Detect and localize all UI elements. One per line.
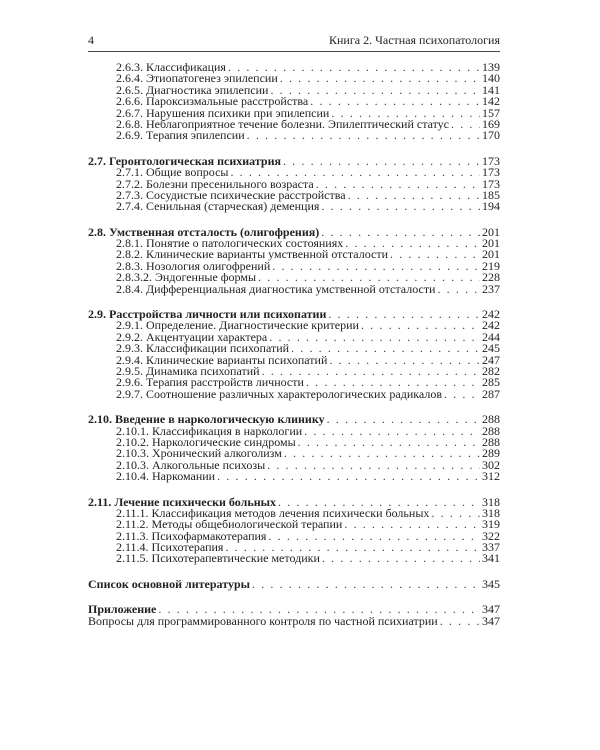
- toc-entry-title: 2.9.4. Клинические варианты психопатий: [116, 352, 328, 367]
- toc-entry-title: 2.10.4. Наркомании: [116, 469, 216, 484]
- toc-entry-row[interactable]: [88, 281, 500, 296]
- toc-group: [88, 494, 500, 566]
- toc-page-number: 201: [482, 247, 500, 262]
- toc-entry-title: 2.8.3. Нозология олигофрений: [116, 258, 271, 273]
- dot-leader: [440, 616, 480, 627]
- toc-page-number: 345: [482, 576, 500, 591]
- toc-entry-row[interactable]: [88, 130, 500, 141]
- toc-page-number: 169: [482, 116, 500, 131]
- toc-page-number: 347: [482, 602, 500, 617]
- dot-leader: [451, 119, 480, 130]
- toc-entry-title: 2.6.7. Нарушения психики при эпилепсии: [116, 105, 330, 120]
- toc-page-number: 142: [482, 94, 500, 109]
- toc-entry-title: 2.7.3. Сосудистые психические расстройства: [116, 187, 346, 202]
- toc-section-row[interactable]: [88, 576, 500, 591]
- toc-entry-title: 2.8.3.2. Эндогенные формы: [116, 270, 257, 285]
- toc-page-number: 242: [482, 307, 500, 322]
- toc-entry-title: 2.8.4. Дифференциальная диагностика умственной отсталости: [116, 281, 436, 296]
- toc-entry-title: 2.8.1. Понятие о патологических состояниях: [116, 236, 344, 251]
- toc-page-number: 288: [482, 423, 500, 438]
- dot-leader: [298, 437, 480, 448]
- toc-entry-row[interactable]: [88, 553, 500, 564]
- toc-entry-title: 2.6.9. Терапия эпилепсии: [116, 128, 245, 143]
- toc-page-number: 245: [482, 341, 500, 356]
- toc-page-number: 201: [482, 236, 500, 251]
- toc-entry-title: 2.10.3. Алкогольные психозы: [116, 457, 266, 472]
- toc-entry-title: 2.8.2. Клинические варианты умственной отсталости: [116, 247, 388, 262]
- toc-entry-title: 2.7.4. Сенильная (старческая) деменция: [116, 199, 320, 214]
- toc-entry-title: 2.11. Лечение психически больных: [88, 494, 276, 509]
- toc-page-number: 318: [482, 494, 500, 509]
- dot-leader: [329, 355, 480, 366]
- toc-page-number: 201: [482, 224, 500, 239]
- toc-entry-title: 2.6.8. Неблагоприятное течение болезни. Эпилептический статус: [116, 116, 450, 131]
- toc-entry-title: 2.9.1. Определение. Диагностические критерии: [116, 318, 359, 333]
- toc-page-number: 289: [482, 446, 500, 461]
- dot-leader: [247, 130, 480, 141]
- toc-entry-title: 2.11.3. Психофармакотерапия: [116, 528, 267, 543]
- toc-entry-title: 2.9.2. Акцентуации характера: [116, 329, 268, 344]
- dot-leader: [444, 389, 480, 400]
- dot-leader: [283, 156, 480, 167]
- toc-entry-title: 2.11.4. Психотерапия: [116, 540, 224, 555]
- toc-page-number: 157: [482, 105, 500, 120]
- toc-page-number: 288: [482, 412, 500, 427]
- dot-leader: [217, 471, 480, 482]
- toc-entry-row[interactable]: [88, 471, 500, 482]
- running-title: Книга 2. Частная психопатология: [329, 33, 500, 47]
- toc-group: [88, 309, 500, 400]
- toc-group: [88, 576, 500, 591]
- toc-page-number: 141: [482, 82, 500, 97]
- dot-leader: [390, 249, 480, 260]
- dot-leader: [321, 201, 480, 212]
- toc-page-number: 318: [482, 505, 500, 520]
- toc-entry-title: 2.11.2. Методы общебиологической терапии: [116, 517, 343, 532]
- toc-entry-title: 2.10.1. Классификация в наркологии: [116, 423, 303, 438]
- toc-entry-title: 2.7.2. Болезни пресенильного возраста: [116, 176, 314, 191]
- toc-entry-title: 2.9. Расстройства личности или психопатии: [88, 307, 327, 322]
- toc-entry-title: 2.11.5. Психотерапевтические методики: [116, 551, 320, 566]
- dot-leader: [322, 553, 480, 564]
- dot-leader: [272, 261, 480, 272]
- toc-page-number: 347: [482, 613, 500, 628]
- toc-page-number: 282: [482, 363, 500, 378]
- toc-page-number: 173: [482, 165, 500, 180]
- toc-page-number: 244: [482, 329, 500, 344]
- toc-page-number: 219: [482, 258, 500, 273]
- toc-group: [88, 224, 500, 296]
- toc-entry-title: 2.6.4. Этиопатогенез эпилепсии: [116, 71, 278, 86]
- toc-entry-title: Вопросы для программированного контроля по частной психиатрии: [88, 613, 438, 628]
- toc-entry-title: 2.10.3. Хронический алкоголизм: [116, 446, 282, 461]
- toc-page-number: 341: [482, 551, 500, 566]
- toc-page-number: 337: [482, 540, 500, 555]
- toc-page-number: 173: [482, 153, 500, 168]
- toc-page-number: 319: [482, 517, 500, 532]
- dot-leader: [344, 519, 480, 530]
- toc-page-number: 247: [482, 352, 500, 367]
- toc-entry-title: 2.11.1. Классификация методов лечения психически больных: [116, 505, 430, 520]
- toc-entry-title: 2.6.5. Диагностика эпилепсии: [116, 82, 269, 97]
- toc-group: [88, 604, 500, 627]
- toc-page-number: 228: [482, 270, 500, 285]
- toc-page-number: 287: [482, 386, 500, 401]
- toc-entry-title: 2.7. Геронтологическая психиатрия: [88, 153, 281, 168]
- dot-leader: [267, 460, 480, 471]
- toc-entry-title: 2.9.3. Классификации психопатий: [116, 341, 290, 356]
- dot-leader: [327, 414, 480, 425]
- toc-entry-title: 2.7.1. Общие вопросы: [116, 165, 229, 180]
- toc-group: [88, 153, 500, 214]
- dot-leader: [361, 320, 480, 331]
- toc-entry-title: 2.10. Введение в наркологическую клинику: [88, 412, 325, 427]
- toc-entry-title: 2.8. Умственная отсталость (олигофрения): [88, 224, 320, 239]
- toc-entry-row[interactable]: [88, 386, 500, 401]
- toc-page-number: 322: [482, 528, 500, 543]
- dot-leader: [321, 227, 480, 238]
- toc-entry-title: 2.9.6. Терапия расстройств личности: [116, 375, 304, 390]
- toc-entry-title: 2.9.7. Соотношение различных характерологических радикалов: [116, 386, 442, 401]
- dot-leader: [431, 508, 480, 519]
- toc-entry-title: 2.9.5. Динамика психопатий: [116, 363, 260, 378]
- toc-entry-row[interactable]: [88, 201, 500, 212]
- dot-leader: [269, 332, 480, 343]
- toc-page-number: 302: [482, 457, 500, 472]
- toc-group: [88, 62, 500, 142]
- toc-entry-row[interactable]: [88, 613, 500, 628]
- toc-page-number: 312: [482, 469, 500, 484]
- table-of-contents: [88, 62, 500, 641]
- toc-group: [88, 414, 500, 482]
- dot-leader: [252, 579, 480, 590]
- toc-page-number: 285: [482, 375, 500, 390]
- toc-entry-title: 2.6.3. Классификация: [116, 60, 226, 74]
- running-header: [88, 33, 500, 52]
- dot-leader: [284, 448, 480, 459]
- dot-leader: [310, 96, 480, 107]
- toc-page-number: 173: [482, 176, 500, 191]
- toc-page-number: 237: [482, 281, 500, 296]
- toc-page-number: 139: [482, 60, 500, 74]
- dot-leader: [304, 426, 480, 437]
- dot-leader: [268, 531, 480, 542]
- page-number: 4: [88, 33, 94, 47]
- dot-leader: [437, 284, 480, 295]
- dot-leader: [348, 190, 480, 201]
- toc-entry-title: Приложение: [88, 602, 157, 617]
- dot-leader: [280, 73, 480, 84]
- toc-page-number: 185: [482, 187, 500, 202]
- toc-page-number: 140: [482, 71, 500, 86]
- toc-page-number: 288: [482, 434, 500, 449]
- toc-page-number: 170: [482, 128, 500, 143]
- toc-entry-title: Список основной литературы: [88, 576, 250, 591]
- toc-entry-title: 2.10.2. Наркологические синдромы: [116, 434, 296, 449]
- toc-page-number: 194: [482, 199, 500, 214]
- toc-page-number: 242: [482, 318, 500, 333]
- toc-entry-title: 2.6.6. Пароксизмальные расстройства: [116, 94, 309, 109]
